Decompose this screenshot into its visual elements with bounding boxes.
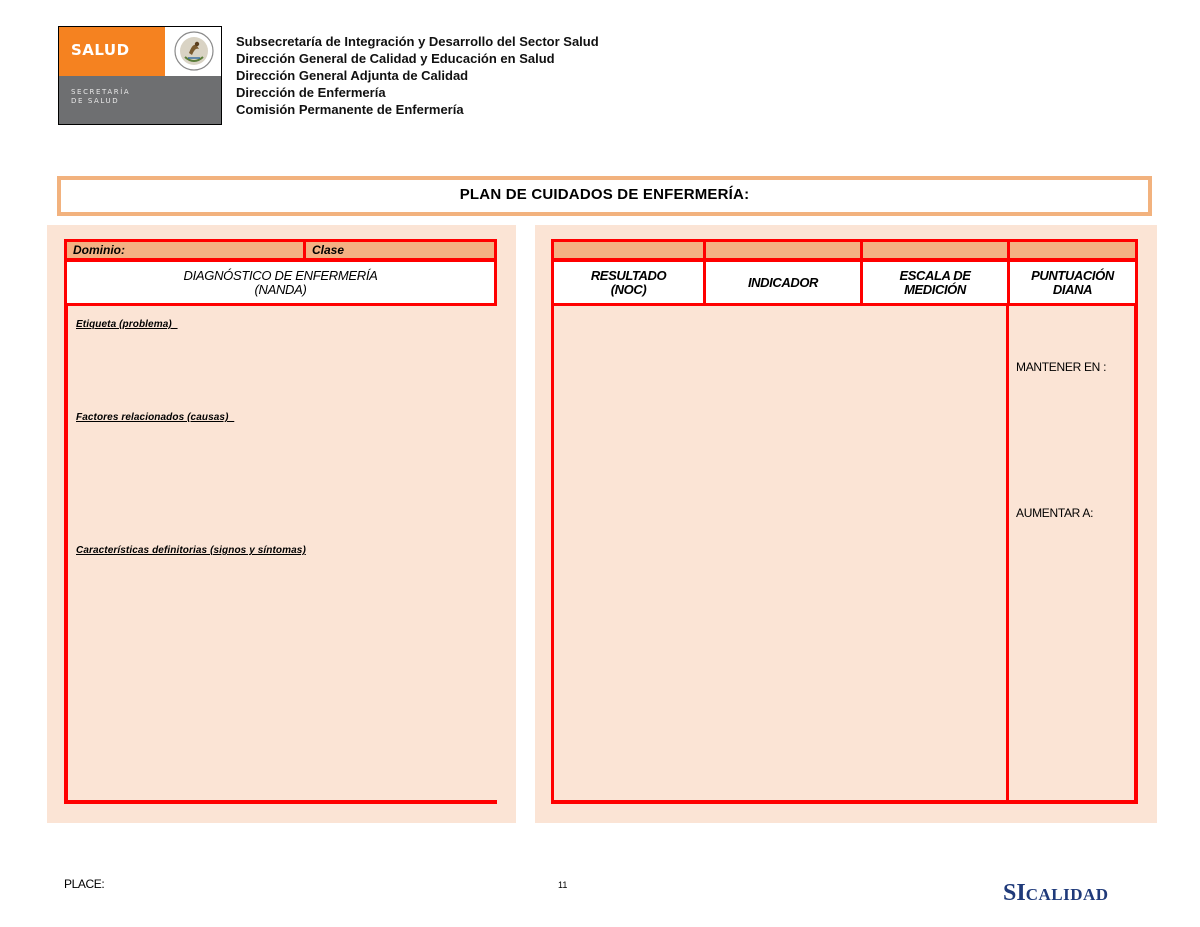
indicador-header: INDICADOR [747, 274, 819, 290]
resultado-line1: RESULTADO [590, 267, 667, 283]
outcome-table [551, 239, 1138, 804]
resultado-line2: (NOC) [610, 281, 647, 297]
plan-title: PLAN DE CUIDADOS DE ENFERMERÍA: [459, 185, 750, 203]
header-line: Dirección de Enfermería [236, 85, 386, 100]
escala-line1: ESCALA DE [899, 267, 971, 283]
puntuacion-header [1010, 262, 1135, 303]
logo-word: SALUD [71, 41, 130, 59]
factores-label: Factores relacionados (causas) [76, 412, 235, 423]
secretaria-salud-logo [58, 26, 222, 125]
col-divider [703, 242, 706, 258]
institution-header [236, 33, 599, 118]
col-divider [1006, 305, 1009, 800]
sicalidad-logo [1003, 880, 1109, 907]
etiqueta-label: Etiqueta (problema) [76, 319, 178, 330]
outcome-header-row [551, 259, 1138, 306]
escala-header [863, 262, 1007, 303]
col-divider [1007, 242, 1010, 258]
diagnosis-body[interactable] [64, 305, 497, 804]
mantener-label: MANTENER EN : [1016, 360, 1107, 374]
puntuacion-line1: PUNTUACIÓN [1031, 267, 1114, 283]
page-number: 11 [558, 880, 568, 890]
diagnosis-header [64, 259, 497, 306]
resultado-header [554, 262, 703, 303]
row-divider [303, 242, 306, 258]
outcome-body[interactable] [551, 305, 1138, 804]
dominio-label: Dominio: [73, 243, 125, 257]
escala-line2: MEDICIÓN [904, 281, 966, 297]
caracteristicas-label: Características definitorias (signos y síntomas) [76, 545, 306, 556]
mexico-seal-icon [165, 27, 222, 76]
col-divider [860, 242, 863, 258]
diagnosis-table [64, 239, 497, 804]
header-line: Comisión Permanente de Enfermería [236, 102, 464, 117]
dominio-clase-row [64, 239, 497, 260]
outcome-top-row [551, 239, 1138, 260]
logo-sub-line2: DE SALUD [71, 97, 120, 105]
plan-title-bar [57, 176, 1152, 216]
brand-si: SI [1003, 880, 1026, 906]
clase-label: Clase [312, 243, 345, 257]
place-label: PLACE: [64, 877, 105, 891]
logo-subtitle [71, 88, 161, 106]
header-line: Dirección General Adjunta de Calidad [236, 68, 469, 83]
brand-calidad: CALIDAD [1025, 885, 1109, 904]
logo-sub-line1: SECRETARÍA [71, 88, 131, 96]
puntuacion-line2: DIANA [1052, 281, 1093, 297]
header-line: Dirección General de Calidad y Educación en Salud [236, 51, 555, 66]
diagnosis-header-line2: (NANDA) [254, 281, 307, 297]
diagnosis-header-line1: DIAGNÓSTICO DE ENFERMERÍA [183, 267, 378, 283]
aumentar-label: AUMENTAR A: [1016, 506, 1094, 520]
header-line: Subsecretaría de Integración y Desarrollo del Sector Salud [236, 34, 599, 49]
